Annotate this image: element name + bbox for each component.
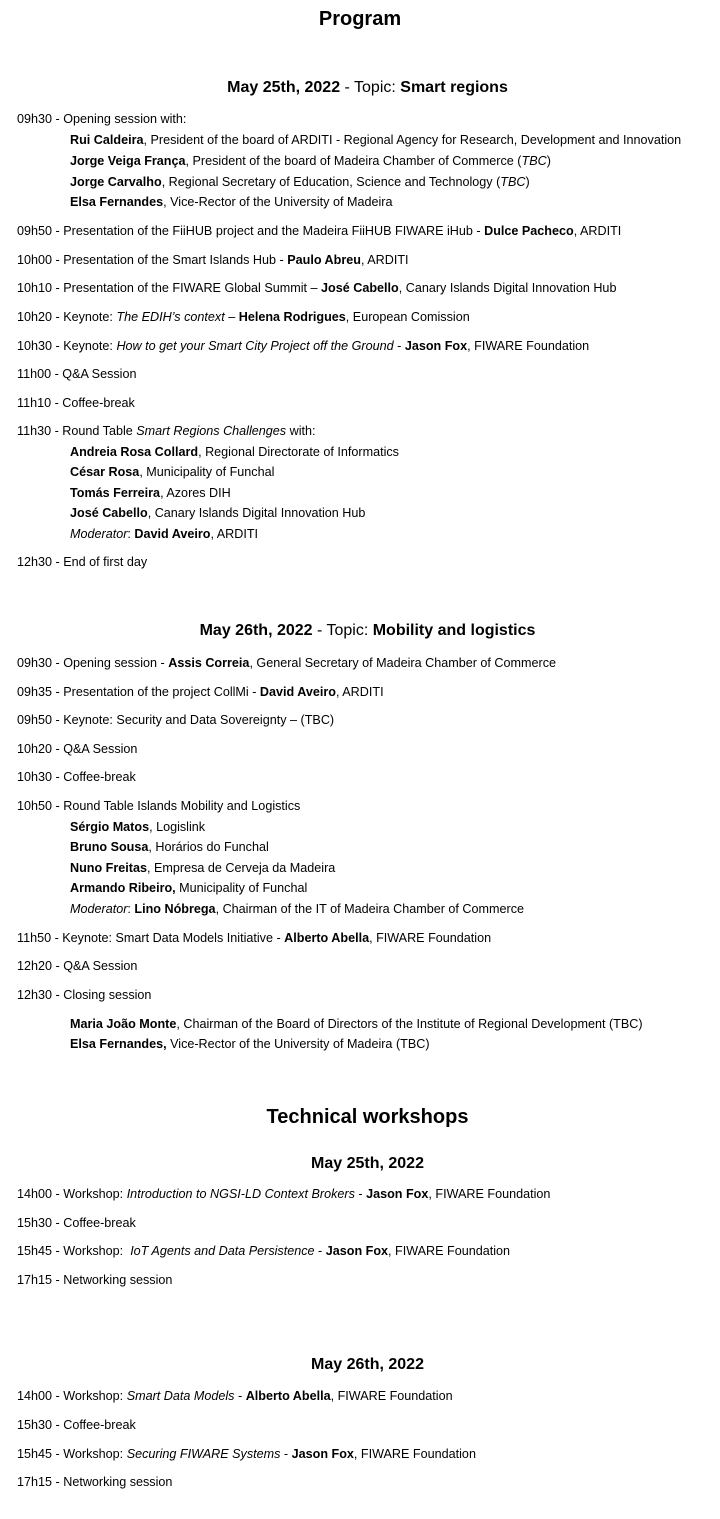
speaker-name: David Aveiro [134, 527, 211, 541]
speaker-desc: , Empresa de Cerveja da Madeira [146, 861, 336, 875]
speaker-name: José Cabello [321, 281, 399, 295]
item-time: 09h30 - [17, 656, 64, 670]
speaker-line [70, 485, 231, 501]
item-text: Round Table [62, 424, 137, 438]
schedule-item [17, 741, 137, 757]
speaker-name: Jason Fox [366, 1187, 429, 1201]
speaker-line [70, 1036, 430, 1052]
item-time: 15h45 - [17, 1447, 64, 1461]
speaker-name: Dulce Pacheco [484, 224, 574, 238]
schedule-item [17, 338, 589, 354]
item-time: 09h30 - [17, 112, 64, 126]
speaker-org: , ARDITI [573, 224, 622, 238]
speaker-org: , FIWARE Foundation [353, 1447, 476, 1461]
speaker-desc: , Regional Directorate of Informatics [198, 445, 399, 459]
speaker-desc: , Chairman of the IT of Madeira Chamber of Commerce [215, 902, 525, 916]
day2-heading [0, 622, 720, 640]
speaker-name: Alberto Abella [245, 1389, 331, 1403]
day1-heading [0, 79, 720, 97]
item-text: Presentation of the Smart Islands Hub - [63, 253, 288, 267]
item-text: Workshop: [63, 1447, 127, 1461]
item-time: 10h50 - [17, 799, 64, 813]
item-time: 12h20 - [17, 959, 64, 973]
item-text: Q&A Session [63, 959, 138, 973]
speaker-desc: , Vice-Rector of the University of Madeira [163, 195, 393, 209]
item-time: 12h30 - [17, 988, 64, 1002]
speaker-org: , FIWARE Foundation [330, 1389, 453, 1403]
speaker-org: , FIWARE Foundation [428, 1187, 551, 1201]
item-time: 09h50 - [17, 224, 64, 238]
speaker-line [70, 880, 307, 896]
item-text: Networking session [63, 1273, 173, 1287]
item-text: Keynote: [63, 339, 117, 353]
speaker-name: Tomás Ferreira [70, 486, 161, 500]
speaker-name: Jason Fox [404, 339, 468, 353]
tbc-note: TBC [521, 154, 547, 168]
schedule-item [17, 655, 556, 671]
item-text: End of first day [63, 555, 148, 569]
schedule-item [17, 798, 300, 814]
schedule-item [17, 1446, 476, 1462]
speaker-line [70, 174, 530, 190]
schedule-item [17, 223, 621, 239]
item-text: Presentation of the FIWARE Global Summit – [63, 281, 322, 295]
item-time: 10h00 - [17, 253, 64, 267]
schedule-item [17, 1215, 136, 1231]
schedule-item [17, 395, 135, 411]
item-dash: - [354, 1187, 367, 1201]
item-text: Coffee-break [63, 770, 136, 784]
speaker-desc: , Logislink [149, 820, 206, 834]
speaker-name: Elsa Fernandes, [70, 1037, 167, 1051]
item-text: Q&A Session [63, 742, 138, 756]
schedule-item [17, 1186, 550, 1202]
item-text: Keynote: Security and Data Sovereignty – (TBC) [63, 713, 335, 727]
item-time: 10h30 - [17, 339, 64, 353]
item-text: Q&A Session [62, 367, 137, 381]
speaker-name: Lino Nóbrega [134, 902, 216, 916]
schedule-item [17, 309, 470, 325]
talk-title: Introduction to NGSI-LD Context Brokers [126, 1187, 355, 1201]
speaker-name: César Rosa [70, 465, 140, 479]
item-time: 10h10 - [17, 281, 64, 295]
item-time: 11h30 - [17, 424, 63, 438]
schedule-item [17, 366, 137, 382]
item-time: 10h20 - [17, 310, 64, 324]
item-text: Coffee-break [63, 1418, 136, 1432]
speaker-name: Bruno Sousa [70, 840, 149, 854]
speaker-line [70, 1016, 643, 1032]
talk-title: Smart Data Models [126, 1389, 235, 1403]
item-time: 14h00 - [17, 1187, 64, 1201]
speaker-name: David Aveiro [259, 685, 336, 699]
speaker-name: Jorge Carvalho [70, 175, 162, 189]
speaker-line [70, 819, 205, 835]
workshops-title: Technical workshops [266, 1106, 469, 1128]
item-text: Presentation of the project CollMi - [63, 685, 260, 699]
schedule-item [17, 423, 316, 439]
schedule-item [17, 554, 147, 570]
speaker-name: Assis Correia [168, 656, 250, 670]
talk-title: Smart Regions Challenges [136, 424, 287, 438]
speaker-name: Sérgio Matos [70, 820, 150, 834]
speaker-name: Jorge Veiga França [70, 154, 186, 168]
speaker-name: Andreia Rosa Collard [70, 445, 199, 459]
day2-date: May 26th, 2022 [199, 622, 313, 639]
item-after: with: [286, 424, 316, 438]
workshops-day2-heading: May 26th, 2022 [311, 1356, 424, 1373]
item-dash: - [393, 339, 405, 353]
schedule-item [17, 958, 137, 974]
item-time: 11h10 - [17, 396, 63, 410]
day2-topic-sep: - Topic: [312, 622, 373, 639]
talk-title: The EDIH’s context [116, 310, 225, 324]
item-text: Coffee-break [62, 396, 135, 410]
day2-topic: Mobility and logistics [372, 622, 536, 639]
day1-topic-sep: - Topic: [340, 79, 401, 96]
speaker-name: Armando Ribeiro, [70, 881, 176, 895]
speaker-desc: , ARDITI [210, 527, 259, 541]
item-time: 09h35 - [17, 685, 64, 699]
speaker-org: , Canary Islands Digital Innovation Hub [398, 281, 617, 295]
speaker-name: Nuno Freitas [70, 861, 147, 875]
speaker-name: Jason Fox [291, 1447, 354, 1461]
item-text: Networking session [63, 1475, 173, 1489]
tbc-note: TBC [500, 175, 526, 189]
speaker-name: Jason Fox [325, 1244, 389, 1258]
schedule-item [17, 1243, 510, 1259]
speaker-desc-end: ) [525, 175, 530, 189]
talk-title: How to get your Smart City Project off the Ground [116, 339, 394, 353]
speaker-org: , FIWARE Foundation [467, 339, 590, 353]
item-text: Opening session with: [63, 112, 187, 126]
speaker-line [70, 860, 335, 876]
speaker-name: Helena Rodrigues [238, 310, 346, 324]
schedule-item [17, 769, 136, 785]
item-text: Workshop: [63, 1244, 131, 1258]
speaker-name: Maria João Monte [70, 1017, 177, 1031]
speaker-line [70, 839, 269, 855]
talk-title: Securing FIWARE Systems [126, 1447, 281, 1461]
schedule-item [17, 1417, 136, 1433]
item-text: Closing session [63, 988, 152, 1002]
item-dash: - [314, 1244, 326, 1258]
schedule-item [17, 684, 384, 700]
speaker-desc-end: ) [546, 154, 551, 168]
item-text: Workshop: [63, 1187, 127, 1201]
speaker-line [70, 194, 392, 210]
speaker-line [70, 464, 274, 480]
item-time: 10h30 - [17, 770, 64, 784]
schedule-item [17, 252, 409, 268]
day1-date: May 25th, 2022 [227, 79, 341, 96]
speaker-desc: , Canary Islands Digital Innovation Hub [147, 506, 366, 520]
schedule-item [17, 1474, 172, 1490]
moderator-colon: : [127, 902, 135, 916]
moderator-role: Moderator [70, 902, 128, 916]
item-time: 17h15 - [17, 1475, 64, 1489]
item-text: Keynote: Smart Data Models Initiative - [62, 931, 285, 945]
speaker-desc: , Chairman of the Board of Directors of the Institute of Regional Development (TBC) [176, 1017, 643, 1031]
schedule-item [17, 111, 186, 127]
item-text: Opening session - [63, 656, 169, 670]
speaker-name: Paulo Abreu [287, 253, 361, 267]
speaker-org: , ARDITI [360, 253, 409, 267]
schedule-item [17, 1272, 172, 1288]
speaker-desc: , Regional Secretary of Education, Science and Technology ( [161, 175, 501, 189]
speaker-line [70, 153, 551, 169]
item-time: 12h30 - [17, 555, 64, 569]
moderator-line [70, 526, 258, 542]
item-text: Keynote: [63, 310, 117, 324]
speaker-desc: Vice-Rector of the University of Madeira (TBC) [166, 1037, 430, 1051]
schedule-item [17, 280, 616, 296]
moderator-role: Moderator [70, 527, 128, 541]
workshops-day1-heading: May 25th, 2022 [311, 1155, 424, 1172]
item-time: 11h50 - [17, 931, 63, 945]
moderator-colon: : [127, 527, 135, 541]
speaker-org: , General Secretary of Madeira Chamber of Commerce [249, 656, 557, 670]
speaker-desc: , President of the board of ARDITI - Regional Agency for Research, Development and Innovation [143, 133, 682, 147]
speaker-name: Alberto Abella [284, 931, 370, 945]
schedule-item [17, 1388, 453, 1404]
item-time: 15h30 - [17, 1216, 64, 1230]
item-dash: - [234, 1389, 246, 1403]
item-dash: - [280, 1447, 292, 1461]
schedule-item [17, 712, 334, 728]
speaker-desc: Municipality of Funchal [175, 881, 308, 895]
speaker-name: Rui Caldeira [70, 133, 144, 147]
speaker-line [70, 132, 681, 148]
item-text: Coffee-break [63, 1216, 136, 1230]
speaker-desc: , President of the board of Madeira Chamber of Commerce ( [185, 154, 522, 168]
speaker-name: Elsa Fernandes [70, 195, 164, 209]
speaker-desc: , Azores DIH [160, 486, 231, 500]
speaker-org: , ARDITI [335, 685, 384, 699]
program-title: Program [318, 8, 402, 30]
item-text: Workshop: [63, 1389, 127, 1403]
speaker-desc: , Horários do Funchal [148, 840, 269, 854]
item-time: 15h45 - [17, 1244, 64, 1258]
item-time: 17h15 - [17, 1273, 64, 1287]
speaker-line [70, 505, 365, 521]
schedule-item [17, 930, 491, 946]
item-time: 15h30 - [17, 1418, 64, 1432]
item-dash: – [224, 310, 239, 324]
item-time: 09h50 - [17, 713, 64, 727]
talk-title: IoT Agents and Data Persistence [130, 1244, 315, 1258]
speaker-org: , European Comission [345, 310, 470, 324]
item-text: Presentation of the FiiHUB project and the Madeira FiiHUB FIWARE iHub - [63, 224, 485, 238]
speaker-org: , FIWARE Foundation [369, 931, 492, 945]
item-time: 10h20 - [17, 742, 64, 756]
day1-topic: Smart regions [400, 79, 508, 96]
speaker-line [70, 444, 399, 460]
moderator-line [70, 901, 524, 917]
item-time: 14h00 - [17, 1389, 64, 1403]
item-time: 11h00 - [17, 367, 63, 381]
speaker-name: José Cabello [70, 506, 148, 520]
speaker-desc: , Municipality of Funchal [139, 465, 275, 479]
schedule-item [17, 987, 151, 1003]
item-text: Round Table Islands Mobility and Logistics [63, 799, 301, 813]
speaker-org: , FIWARE Foundation [388, 1244, 511, 1258]
